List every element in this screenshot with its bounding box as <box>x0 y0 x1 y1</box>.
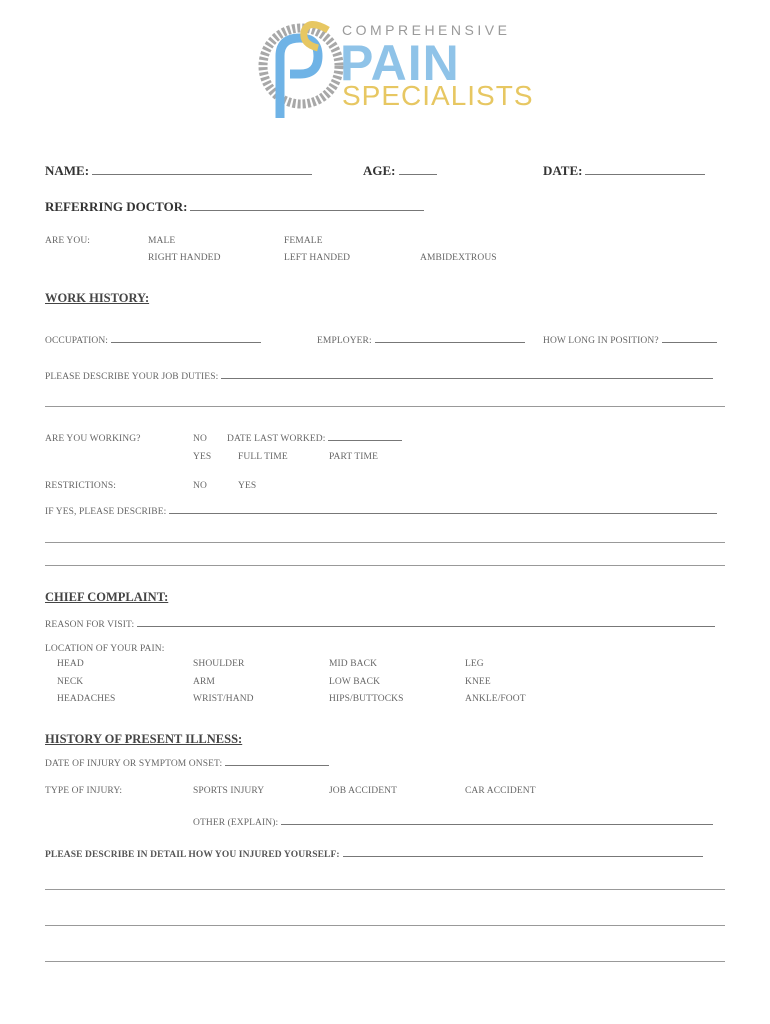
part-time-option[interactable]: PART TIME <box>329 452 378 462</box>
option-left-handed[interactable]: LEFT HANDED <box>284 253 351 263</box>
chief-complaint-heading: CHIEF COMPLAINT: <box>45 590 169 604</box>
pain-headaches[interactable]: HEADACHES <box>57 694 116 704</box>
pain-mid-back[interactable]: MID BACK <box>329 659 378 669</box>
job-duties-field[interactable] <box>45 372 713 382</box>
describe-line-2[interactable] <box>45 925 725 926</box>
reason-for-visit-field[interactable] <box>45 620 715 630</box>
other-explain-field[interactable] <box>193 818 713 828</box>
working-no[interactable]: NO <box>193 434 207 444</box>
age-field[interactable] <box>363 163 437 179</box>
referring-doctor-field[interactable] <box>45 199 424 215</box>
job-duties-line[interactable] <box>45 406 725 407</box>
logo-line1: COMPREHENSIVE <box>342 22 511 38</box>
if-yes-describe-label: IF YES, PLEASE DESCRIBE: <box>45 507 167 517</box>
option-right-handed[interactable]: RIGHT HANDED <box>148 253 221 263</box>
pain-leg[interactable]: LEG <box>465 659 484 669</box>
injury-car[interactable]: CAR ACCIDENT <box>465 786 536 796</box>
date-last-worked-field[interactable] <box>227 434 402 444</box>
are-you-label: ARE YOU: <box>45 236 91 246</box>
pain-head[interactable]: HEAD <box>57 659 84 669</box>
logo-mark <box>258 18 348 126</box>
restrictions-line-2[interactable] <box>45 565 725 566</box>
full-time-option[interactable]: FULL TIME <box>238 452 288 462</box>
job-duties-label: PLEASE DESCRIBE YOUR JOB DUTIES: <box>45 372 219 382</box>
pain-ankle-foot[interactable]: ANKLE/FOOT <box>465 694 526 704</box>
working-question: ARE YOU WORKING? <box>45 434 141 444</box>
restrictions-label: RESTRICTIONS: <box>45 481 116 491</box>
reason-for-visit-label: REASON FOR VISIT: <box>45 620 135 630</box>
describe-line-1[interactable] <box>45 889 725 890</box>
describe-injury-label: PLEASE DESCRIBE IN DETAIL HOW YOU INJURED YOURSELF: <box>45 850 340 860</box>
logo-line2: PAIN <box>340 35 460 91</box>
pain-wrist-hand[interactable]: WRIST/HAND <box>193 694 254 704</box>
restrictions-yes[interactable]: YES <box>238 481 257 491</box>
pain-knee[interactable]: KNEE <box>465 677 491 687</box>
date-field[interactable] <box>543 163 705 179</box>
referring-doctor-label: REFERRING DOCTOR: <box>45 199 188 214</box>
option-female[interactable]: FEMALE <box>284 236 323 246</box>
date-of-injury-field[interactable] <box>45 759 329 769</box>
work-history-heading: WORK HISTORY: <box>45 291 150 305</box>
pain-neck[interactable]: NECK <box>57 677 84 687</box>
pain-hips-buttocks[interactable]: HIPS/BUTTOCKS <box>329 694 404 704</box>
employer-field[interactable] <box>317 336 525 346</box>
option-ambidextrous[interactable]: AMBIDEXTROUS <box>420 253 497 263</box>
pain-shoulder[interactable]: SHOULDER <box>193 659 245 669</box>
if-yes-describe-field[interactable] <box>45 507 717 517</box>
injury-job[interactable]: JOB ACCIDENT <box>329 786 397 796</box>
logo-line3: SPECIALISTS <box>342 80 534 111</box>
pain-arm[interactable]: ARM <box>193 677 215 687</box>
how-long-label: HOW LONG IN POSITION? <box>543 336 659 346</box>
date-label: DATE: <box>543 163 583 178</box>
option-male[interactable]: MALE <box>148 236 176 246</box>
age-label: AGE: <box>363 163 396 178</box>
employer-label: EMPLOYER: <box>317 336 372 346</box>
occupation-label: OCCUPATION: <box>45 336 109 346</box>
date-last-worked-label: DATE LAST WORKED: <box>227 434 326 444</box>
history-heading: HISTORY OF PRESENT ILLNESS: <box>45 732 243 746</box>
pain-low-back[interactable]: LOW BACK <box>329 677 381 687</box>
other-explain-label: OTHER (EXPLAIN): <box>193 818 279 828</box>
location-label: LOCATION OF YOUR PAIN: <box>45 644 165 654</box>
date-of-injury-label: DATE OF INJURY OR SYMPTOM ONSET: <box>45 759 223 769</box>
describe-injury-field[interactable] <box>45 850 703 860</box>
name-field[interactable] <box>45 163 312 179</box>
working-yes[interactable]: YES <box>193 452 212 462</box>
name-label: NAME: <box>45 163 90 178</box>
occupation-field[interactable] <box>45 336 261 346</box>
restrictions-no[interactable]: NO <box>193 481 207 491</box>
describe-line-3[interactable] <box>45 961 725 962</box>
restrictions-line-1[interactable] <box>45 542 725 543</box>
how-long-field[interactable] <box>543 336 717 346</box>
injury-sports[interactable]: SPORTS INJURY <box>193 786 265 796</box>
type-of-injury-label: TYPE OF INJURY: <box>45 786 123 796</box>
